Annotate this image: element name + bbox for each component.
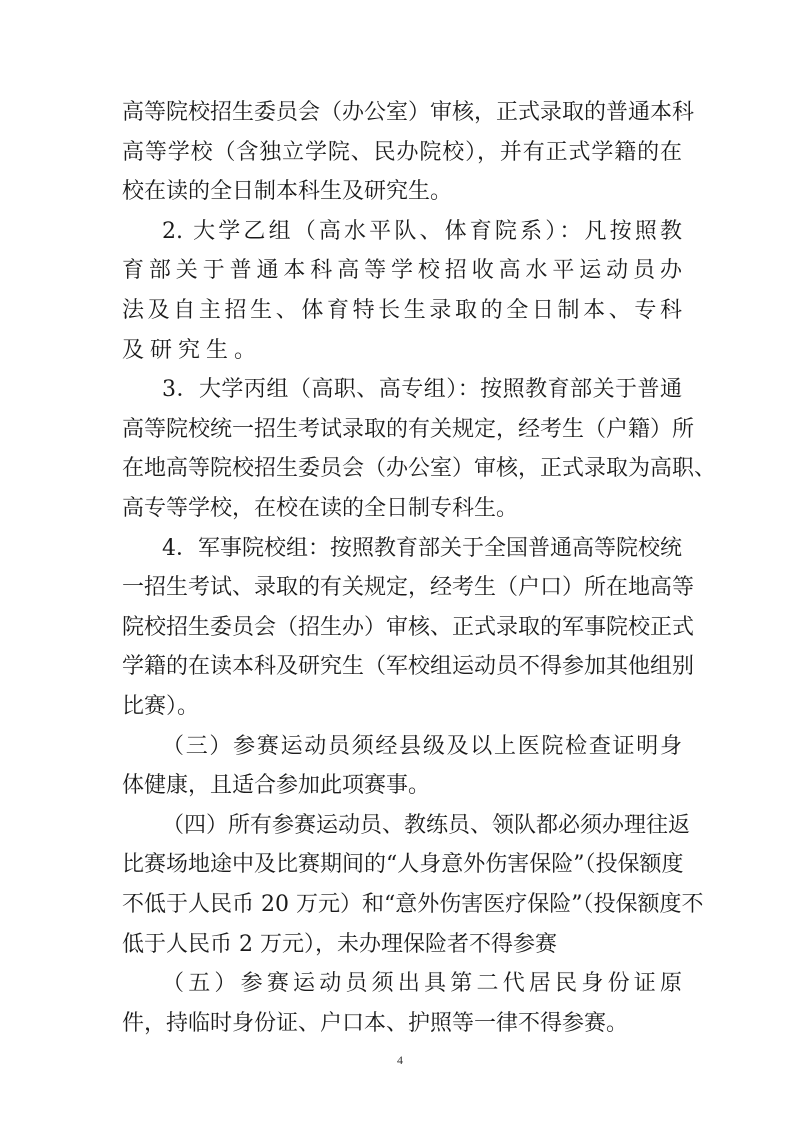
- body-line: （四）所有参赛运动员、教练员、领队都必须办理往返: [162, 813, 691, 838]
- body-line: 法及自主招生、体育特长生录取的全日制本、专科: [122, 298, 682, 323]
- body-line: 4．军事院校组：按照教育部关于全国普通高等院校统: [162, 536, 682, 561]
- body-line: 不低于人民币 20 万元）和“意外伤害医疗保险”（投保额度不: [122, 892, 704, 917]
- body-line: 高专等学校，在校在读的全日制专科生。: [122, 496, 519, 521]
- body-line: 育部关于普通本科高等学校招收高水平运动员办: [122, 258, 682, 283]
- body-line: 低于人民币 2 万元），未办理保险者不得参赛: [122, 932, 557, 957]
- body-line: 高等院校统一招生考试录取的有关规定，经考生（户籍）所: [122, 417, 695, 442]
- body-line: 件，持临时身份证、户口本、护照等一律不得参赛。: [122, 1011, 629, 1036]
- body-line: （五）参赛运动员须出具第二代居民身份证原: [162, 971, 682, 996]
- body-line: 及研究生。: [122, 338, 263, 363]
- body-line: 高等学校（含独立学院、民办院校），并有正式学籍的在: [122, 140, 682, 165]
- body-line: 学籍的在读本科及研究生（军校组运动员不得参加其他组别: [122, 654, 695, 679]
- body-line: （三）参赛运动员须经县级及以上医院检查证明身: [162, 734, 682, 759]
- body-line: 一招生考试、录取的有关规定，经考生（户口）所在地高等: [122, 575, 695, 600]
- body-line: 体健康，且适合参加此项赛事。: [122, 773, 431, 798]
- body-line: 比赛）。: [122, 694, 200, 719]
- page-number: 4: [397, 1053, 403, 1067]
- body-line: 高等院校招生委员会（办公室）审核，正式录取的普通本科: [122, 100, 695, 125]
- body-line: 2. 大学乙组（高水平队、体育院系）：凡按照教: [162, 219, 682, 244]
- body-line: 比赛场地途中及比赛期间的“人身意外伤害保险”（投保额度: [122, 852, 684, 877]
- body-line: 校在读的全日制本科生及研究生。: [122, 179, 453, 204]
- body-line: 院校招生委员会（招生办）审核、正式录取的军事院校正式: [122, 615, 695, 640]
- body-line: 3．大学丙组（高职、高专组）：按照教育部关于普通: [162, 377, 682, 402]
- body-line: 在地高等院校招生委员会（办公室）审核，正式录取为高职、: [122, 456, 717, 481]
